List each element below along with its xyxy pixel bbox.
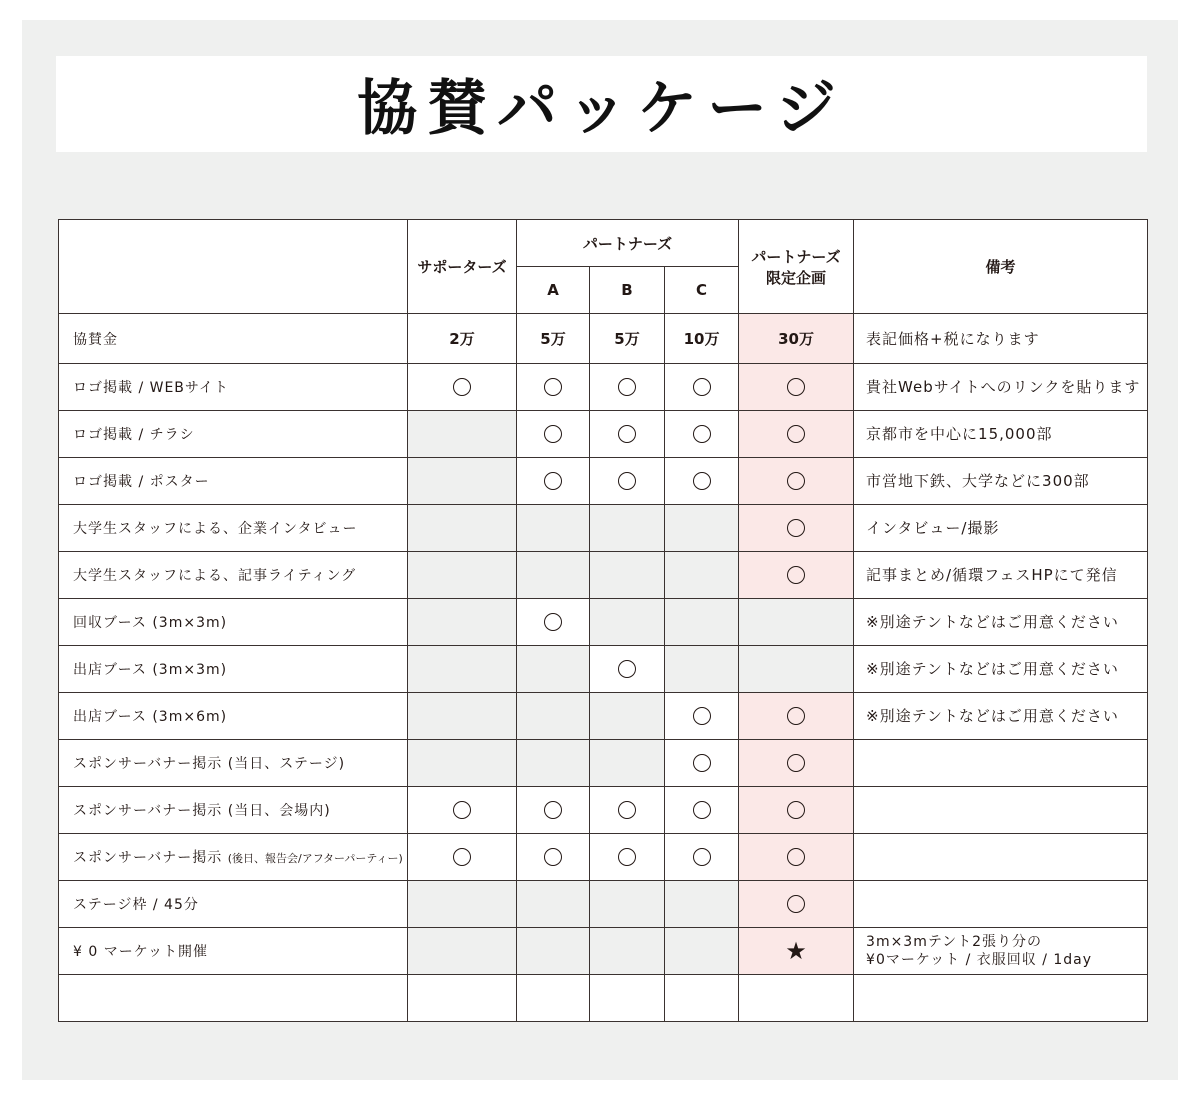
table-row xyxy=(59,458,1148,505)
row-note xyxy=(854,975,1148,1022)
row-note-line2: ¥0マーケット / 衣服回収 / 1day xyxy=(866,952,1093,968)
table-row xyxy=(59,928,1148,975)
cell-supporters xyxy=(408,975,517,1022)
cell-partner-b xyxy=(590,505,665,552)
header-limited-line1: パートナーズ xyxy=(751,247,841,266)
circle-icon xyxy=(453,801,471,819)
cell-supporters xyxy=(408,552,517,599)
cell-partner-b xyxy=(590,599,665,646)
row-label: 回収ブース (3m×3m) xyxy=(59,599,408,646)
cell-supporters xyxy=(408,787,517,834)
header-empty-cell xyxy=(59,220,408,314)
circle-icon xyxy=(544,472,562,490)
cell-partner-b xyxy=(590,411,665,458)
star-icon: ★ xyxy=(785,937,807,965)
circle-icon xyxy=(693,801,711,819)
cell-limited xyxy=(739,834,854,881)
price-partner-b: 5万 xyxy=(590,314,665,364)
circle-icon xyxy=(787,848,805,866)
cell-partner-c xyxy=(665,505,739,552)
table-row xyxy=(59,693,1148,740)
circle-icon xyxy=(787,566,805,584)
cell-limited xyxy=(739,458,854,505)
circle-icon xyxy=(787,707,805,725)
table-row xyxy=(59,552,1148,599)
row-label: ロゴ掲載 / ポスター xyxy=(59,458,408,505)
cell-partner-b xyxy=(590,458,665,505)
circle-icon xyxy=(618,660,636,678)
table-row xyxy=(59,740,1148,787)
cell-partner-a xyxy=(517,458,590,505)
cell-partner-c xyxy=(665,834,739,881)
cell-partner-a xyxy=(517,881,590,928)
header-partner-c: C xyxy=(665,267,739,314)
row-label: スポンサーバナー掲示 (当日、会場内) xyxy=(59,787,408,834)
row-label: スポンサーバナー掲示 (当日、ステージ) xyxy=(59,740,408,787)
circle-icon xyxy=(693,848,711,866)
page-title: 協賛パッケージ xyxy=(357,74,846,144)
circle-icon xyxy=(618,472,636,490)
row-note: 市営地下鉄、大学などに300部 xyxy=(854,458,1148,505)
table-row xyxy=(59,364,1148,411)
title-banner xyxy=(56,56,1147,152)
cell-partner-a xyxy=(517,693,590,740)
table-row xyxy=(59,411,1148,458)
cell-limited xyxy=(739,975,854,1022)
price-label: 協賛金 xyxy=(59,314,408,364)
cell-partner-a xyxy=(517,834,590,881)
circle-icon xyxy=(787,754,805,772)
cell-partner-a xyxy=(517,599,590,646)
price-partner-a: 5万 xyxy=(517,314,590,364)
row-label: 出店ブース (3m×6m) xyxy=(59,693,408,740)
row-note: 貴社Webサイトへのリンクを貼ります xyxy=(854,364,1148,411)
sponsorship-table xyxy=(58,219,1148,1022)
row-label xyxy=(59,834,408,881)
cell-partner-a xyxy=(517,787,590,834)
row-note: 記事まとめ/循環フェスHPにて発信 xyxy=(854,552,1148,599)
cell-supporters xyxy=(408,928,517,975)
cell-partner-c xyxy=(665,646,739,693)
cell-partner-b xyxy=(590,693,665,740)
header-partners: パートナーズ xyxy=(517,220,739,267)
row-note: ※別途テントなどはご用意ください xyxy=(854,646,1148,693)
circle-icon xyxy=(544,425,562,443)
row-label: 出店ブース (3m×3m) xyxy=(59,646,408,693)
cell-partner-b xyxy=(590,834,665,881)
cell-supporters xyxy=(408,740,517,787)
header-notes: 備考 xyxy=(854,220,1148,314)
header-limited xyxy=(739,220,854,314)
cell-partner-a xyxy=(517,646,590,693)
cell-supporters xyxy=(408,834,517,881)
row-label: ¥ 0 マーケット開催 xyxy=(59,928,408,975)
cell-partner-c xyxy=(665,928,739,975)
table-row xyxy=(59,646,1148,693)
row-note-line1: 3m×3mテント2張り分の xyxy=(866,934,1043,950)
price-supporters: 2万 xyxy=(408,314,517,364)
circle-icon xyxy=(787,425,805,443)
cell-supporters xyxy=(408,458,517,505)
table-row-empty xyxy=(59,975,1148,1022)
cell-partner-c xyxy=(665,364,739,411)
circle-icon xyxy=(787,801,805,819)
cell-supporters xyxy=(408,411,517,458)
cell-limited xyxy=(739,599,854,646)
row-label xyxy=(59,975,408,1022)
circle-icon xyxy=(787,472,805,490)
cell-partner-b xyxy=(590,646,665,693)
price-note: 表記価格+税になります xyxy=(854,314,1148,364)
header-partner-b: B xyxy=(590,267,665,314)
row-note: 京都市を中心に15,000部 xyxy=(854,411,1148,458)
cell-limited xyxy=(739,881,854,928)
row-note xyxy=(854,881,1148,928)
price-row xyxy=(59,314,1148,364)
cell-partner-b xyxy=(590,787,665,834)
row-note xyxy=(854,834,1148,881)
circle-icon xyxy=(618,848,636,866)
table-row xyxy=(59,881,1148,928)
row-note: インタビュー/撮影 xyxy=(854,505,1148,552)
row-note: ※別途テントなどはご用意ください xyxy=(854,599,1148,646)
cell-limited xyxy=(739,740,854,787)
circle-icon xyxy=(544,613,562,631)
cell-partner-c xyxy=(665,599,739,646)
cell-limited xyxy=(739,552,854,599)
table-row xyxy=(59,787,1148,834)
circle-icon xyxy=(618,801,636,819)
cell-partner-b xyxy=(590,975,665,1022)
cell-partner-b xyxy=(590,552,665,599)
cell-limited xyxy=(739,928,854,975)
row-note: ※別途テントなどはご用意ください xyxy=(854,693,1148,740)
row-note xyxy=(854,740,1148,787)
row-label: ステージ枠 / 45分 xyxy=(59,881,408,928)
cell-limited xyxy=(739,411,854,458)
price-limited: 30万 xyxy=(739,314,854,364)
cell-partner-c xyxy=(665,411,739,458)
cell-partner-c xyxy=(665,881,739,928)
cell-partner-c xyxy=(665,458,739,505)
circle-icon xyxy=(787,895,805,913)
cell-limited xyxy=(739,364,854,411)
cell-partner-a xyxy=(517,928,590,975)
cell-partner-a xyxy=(517,411,590,458)
row-label: ロゴ掲載 / チラシ xyxy=(59,411,408,458)
cell-partner-a xyxy=(517,552,590,599)
row-label: 大学生スタッフによる、記事ライティング xyxy=(59,552,408,599)
cell-limited xyxy=(739,693,854,740)
row-label: ロゴ掲載 / WEBサイト xyxy=(59,364,408,411)
cell-supporters xyxy=(408,364,517,411)
cell-partner-c xyxy=(665,552,739,599)
cell-partner-a xyxy=(517,364,590,411)
cell-limited xyxy=(739,787,854,834)
cell-partner-b xyxy=(590,928,665,975)
cell-partner-c xyxy=(665,740,739,787)
cell-supporters xyxy=(408,881,517,928)
cell-partner-c xyxy=(665,787,739,834)
circle-icon xyxy=(693,472,711,490)
table-row xyxy=(59,834,1148,881)
cell-partner-a xyxy=(517,740,590,787)
cell-partner-b xyxy=(590,364,665,411)
cell-limited xyxy=(739,505,854,552)
cell-partner-b xyxy=(590,881,665,928)
cell-partner-a xyxy=(517,505,590,552)
cell-partner-a xyxy=(517,975,590,1022)
price-partner-c: 10万 xyxy=(665,314,739,364)
cell-supporters xyxy=(408,646,517,693)
circle-icon xyxy=(618,378,636,396)
circle-icon xyxy=(693,378,711,396)
cell-limited xyxy=(739,646,854,693)
cell-partner-c xyxy=(665,693,739,740)
circle-icon xyxy=(618,425,636,443)
circle-icon xyxy=(693,754,711,772)
cell-partner-c xyxy=(665,975,739,1022)
row-note xyxy=(854,928,1148,975)
row-label-main: スポンサーバナー掲示 xyxy=(73,850,228,866)
table-row xyxy=(59,599,1148,646)
cell-supporters xyxy=(408,599,517,646)
circle-icon xyxy=(453,848,471,866)
row-note xyxy=(854,787,1148,834)
cell-supporters xyxy=(408,693,517,740)
circle-icon xyxy=(693,707,711,725)
circle-icon xyxy=(544,848,562,866)
header-supporters: サポーターズ xyxy=(408,220,517,314)
row-label-small: (後日、報告会/アフターパーティー) xyxy=(227,852,403,865)
row-label: 大学生スタッフによる、企業インタビュー xyxy=(59,505,408,552)
table-row xyxy=(59,505,1148,552)
header-limited-line2: 限定企画 xyxy=(766,268,827,287)
circle-icon xyxy=(544,378,562,396)
circle-icon xyxy=(787,519,805,537)
circle-icon xyxy=(787,378,805,396)
cell-partner-b xyxy=(590,740,665,787)
circle-icon xyxy=(544,801,562,819)
cell-supporters xyxy=(408,505,517,552)
circle-icon xyxy=(453,378,471,396)
header-partner-a: A xyxy=(517,267,590,314)
circle-icon xyxy=(693,425,711,443)
